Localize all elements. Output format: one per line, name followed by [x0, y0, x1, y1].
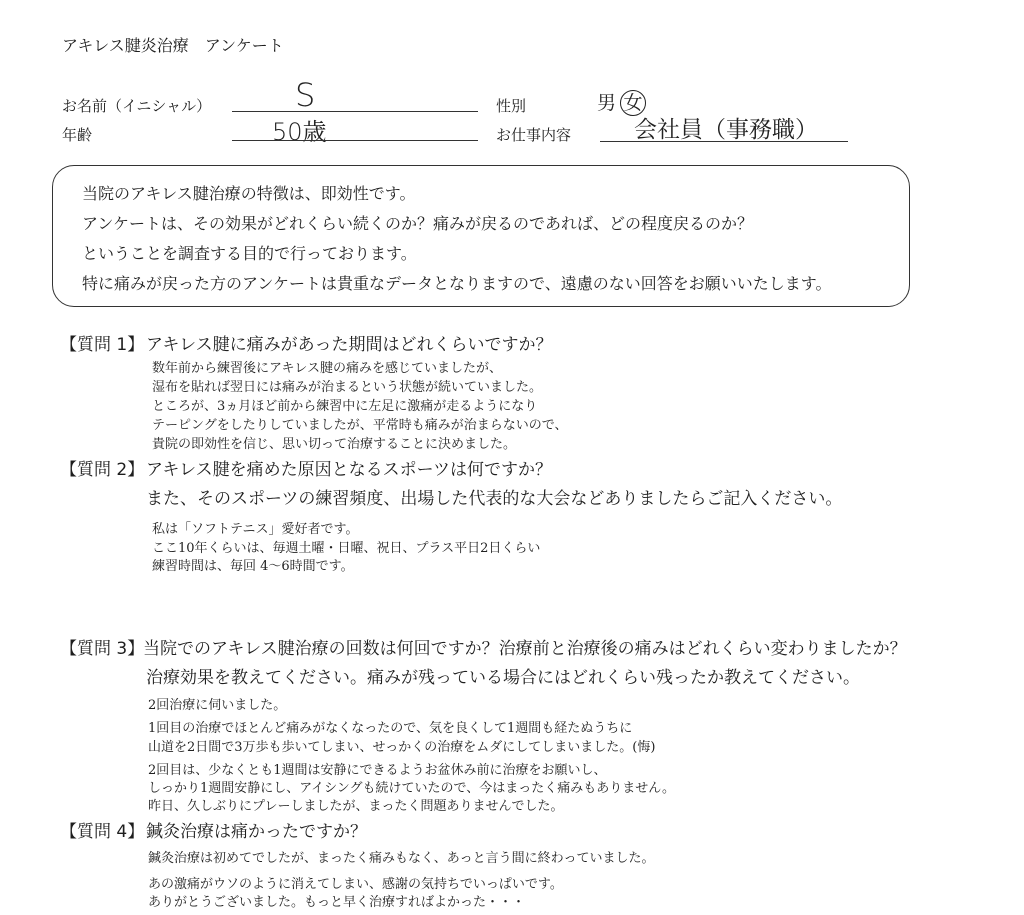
answer-3-line: 1回目の治療でほとんど痛みがなくなったので、気を良くして1週間も経たぬうちに — [148, 721, 633, 736]
answer-4-line: あの激痛がウソのように消えてしまい、感謝の気持ちでいっぱいです。 — [148, 877, 563, 892]
answer-3-line: 2回目は、少なくとも1週間は安静にできるようお盆休み前に治療をお願いし、 — [148, 763, 607, 778]
answer-2-line: 私は「ソフトテニス」愛好者です。 — [152, 522, 359, 537]
age-underline — [232, 140, 478, 141]
name-label: お名前（イニシャル） — [62, 97, 212, 115]
question-3-text: 治療効果を教えてください。痛みが残っている場合にはどれくらい残ったか教えてください。 — [146, 668, 860, 688]
intro-line: 当院のアキレス腱治療の特徴は、即効性です。 — [82, 184, 416, 203]
page-title: アキレス腱炎治療 アンケート — [62, 36, 284, 55]
answer-3-line: 2回治療に伺いました。 — [148, 698, 287, 713]
question-2-label: 【質問 2】 — [60, 460, 145, 480]
answer-3-line: 昨日、久しぶりにプレーしましたが、まったく問題ありませんでした。 — [148, 799, 564, 814]
job-label: お仕事内容 — [496, 126, 572, 144]
answer-1-line: ところが、3ヵ月ほど前から練習中に左足に激痛が走るようになり — [152, 399, 538, 414]
intro-line: ということを調査する目的で行っております。 — [82, 244, 417, 263]
question-4-label: 【質問 4】 — [60, 822, 145, 842]
job-value: 会社員（事務職） — [634, 117, 818, 143]
answer-3-line: 山道を2日間で3万歩も歩いてしまい、せっかくの治療をムダにしてしまいました。(悔) — [148, 740, 656, 755]
name-value: S — [295, 76, 316, 114]
age-label: 年齢 — [62, 126, 93, 144]
name-underline — [232, 111, 478, 112]
intro-line: アンケートは、その効果がどれくらい続くのか？痛みが戻るのであれば、どの程度戻るのか？ — [82, 214, 754, 233]
answer-1-line: 数年前から練習後にアキレス腱の痛みを感じていましたが、 — [152, 361, 502, 376]
question-1-label: 【質問 1】 — [60, 335, 145, 355]
intro-line: 特に痛みが戻った方のアンケートは貴重なデータとなりますので、遠慮のない回答をお願いいたします。 — [82, 274, 832, 293]
answer-2-line: ここ10年くらいは、毎週土曜・日曜、祝日、プラス平日2日くらい — [152, 541, 541, 556]
question-2-text: また、そのスポーツの練習頻度、出場した代表的な大会などありましたらご記入ください。 — [146, 489, 843, 509]
answer-4-line: ありがとうございました。もっと早く治療すればよかった・・・ — [148, 895, 526, 910]
question-1-text: アキレス腱に痛みがあった期間はどれくらいですか？ — [146, 335, 553, 355]
gender-label: 性別 — [496, 97, 527, 115]
gender-female-circled: 女 — [620, 90, 646, 116]
question-3-text: 当院でのアキレス腱治療の回数は何回ですか？治療前と治療後の痛みはどれくらい変わりましたか？ — [143, 639, 907, 659]
answer-4-line: 鍼灸治療は初めてでしたが、まったく痛みもなく、あっと言う間に終わっていました。 — [148, 851, 655, 866]
question-3-label: 【質問 3】 — [60, 639, 145, 659]
answer-1-line: テーピングをしたりしていましたが、平常時も痛みが治まらないので、 — [152, 418, 568, 433]
answer-1-line: 湿布を貼れば翌日には痛みが治まるという状態が続いていました。 — [152, 380, 543, 395]
question-4-text: 鍼灸治療は痛かったですか？ — [146, 822, 367, 842]
gender-male: 男 — [597, 92, 617, 114]
answer-1-line: 貴院の即効性を信じ、思い切って治療することに決めました。 — [152, 437, 517, 452]
age-value: 50歳 — [272, 118, 327, 146]
answer-2-line: 練習時間は、毎回 4～6時間です。 — [152, 559, 354, 574]
question-2-text: アキレス腱を痛めた原因となるスポーツは何ですか？ — [146, 460, 552, 480]
job-underline — [600, 141, 848, 142]
answer-3-line: しっかり1週間安静にし、アイシングも続けていたので、今はまったく痛みもありません。 — [148, 781, 676, 796]
